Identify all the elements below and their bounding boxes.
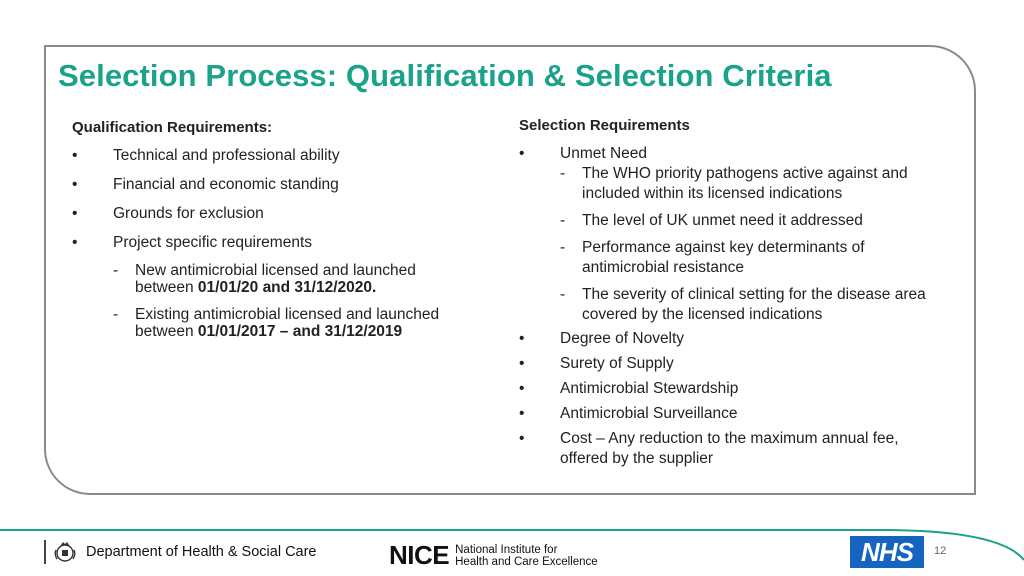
list-item-text: Degree of Novelty <box>560 330 685 347</box>
dash-mark: - <box>560 212 566 229</box>
nice-wordmark: NICE <box>389 540 450 570</box>
list-item-text: Technical and professional ability <box>113 147 340 164</box>
list-item <box>72 146 472 166</box>
list-item <box>519 429 949 469</box>
nice-logo <box>389 540 598 571</box>
bullet-mark: • <box>72 234 78 251</box>
page-title: Selection Process: Qualification & Selection Criteria <box>58 58 832 93</box>
nhs-logo: NHS <box>850 536 924 568</box>
list-item <box>72 204 472 224</box>
bullet-mark: • <box>72 205 78 222</box>
selection-column <box>519 116 949 474</box>
list-item-text: Project specific requirements <box>113 234 312 251</box>
dhsc-logo <box>44 540 317 564</box>
list-item <box>72 233 472 253</box>
nice-full-name <box>455 544 598 568</box>
sub-item-text: The level of UK unmet need it addressed <box>582 212 863 229</box>
dash-mark: - <box>113 306 119 323</box>
list-item-text: Grounds for exclusion <box>113 205 264 222</box>
list-item <box>519 329 949 349</box>
sub-list-item <box>560 285 949 325</box>
list-item-text: Antimicrobial Stewardship <box>560 380 739 397</box>
nice-line-1: National Institute for <box>455 543 558 556</box>
sub-item-text: The WHO priority pathogens active against and included within its licensed indications <box>582 165 908 202</box>
qualification-column <box>72 118 472 350</box>
date-range: 01/01/2017 – and 31/12/2019 <box>197 323 403 340</box>
date-range: 01/01/20 and 31/12/2020. <box>197 279 377 296</box>
list-item-text: Antimicrobial Surveillance <box>560 405 738 422</box>
list-item-text: Unmet Need <box>560 145 648 162</box>
bullet-mark: • <box>519 430 525 447</box>
list-item <box>519 379 949 399</box>
list-item <box>519 354 949 374</box>
list-item-text: Financial and economic standing <box>113 176 339 193</box>
sub-list-item <box>560 238 949 278</box>
dash-mark: - <box>560 165 566 182</box>
sub-list-item <box>113 306 472 340</box>
bullet-mark: • <box>519 145 525 162</box>
list-item <box>72 175 472 195</box>
dash-mark: - <box>113 262 119 279</box>
sub-list-item <box>113 262 472 296</box>
page-number: 12 <box>934 545 947 557</box>
selection-heading: Selection Requirements <box>519 117 690 134</box>
bullet-mark: • <box>72 176 78 193</box>
bullet-mark: • <box>72 147 78 164</box>
bullet-mark: • <box>519 405 525 422</box>
bullet-mark: • <box>519 355 525 372</box>
list-item <box>519 144 949 164</box>
sub-list-item <box>560 211 949 231</box>
list-item-text: Surety of Supply <box>560 355 674 372</box>
sub-list-item <box>560 164 949 204</box>
qualification-heading: Qualification Requirements: <box>72 119 273 136</box>
nice-line-2: Health and Care Excellence <box>455 555 598 568</box>
sub-item-text: The severity of clinical setting for the disease area covered by the licensed indications <box>582 286 926 323</box>
sub-item-text: New antimicrobial licensed and launched between <box>135 262 416 296</box>
logo-divider <box>44 540 46 564</box>
dhsc-name: Department of Health & Social Care <box>86 544 317 560</box>
royal-crest-icon <box>52 540 78 564</box>
sub-item-text: Existing antimicrobial licensed and launched between <box>135 306 440 340</box>
list-item <box>519 404 949 424</box>
list-item-text: Cost – Any reduction to the maximum annual fee, offered by the supplier <box>560 430 899 467</box>
dash-mark: - <box>560 286 566 303</box>
bullet-mark: • <box>519 380 525 397</box>
bullet-mark: • <box>519 330 525 347</box>
sub-item-text: Performance against key determinants of antimicrobial resistance <box>582 239 865 276</box>
dash-mark: - <box>560 239 566 256</box>
